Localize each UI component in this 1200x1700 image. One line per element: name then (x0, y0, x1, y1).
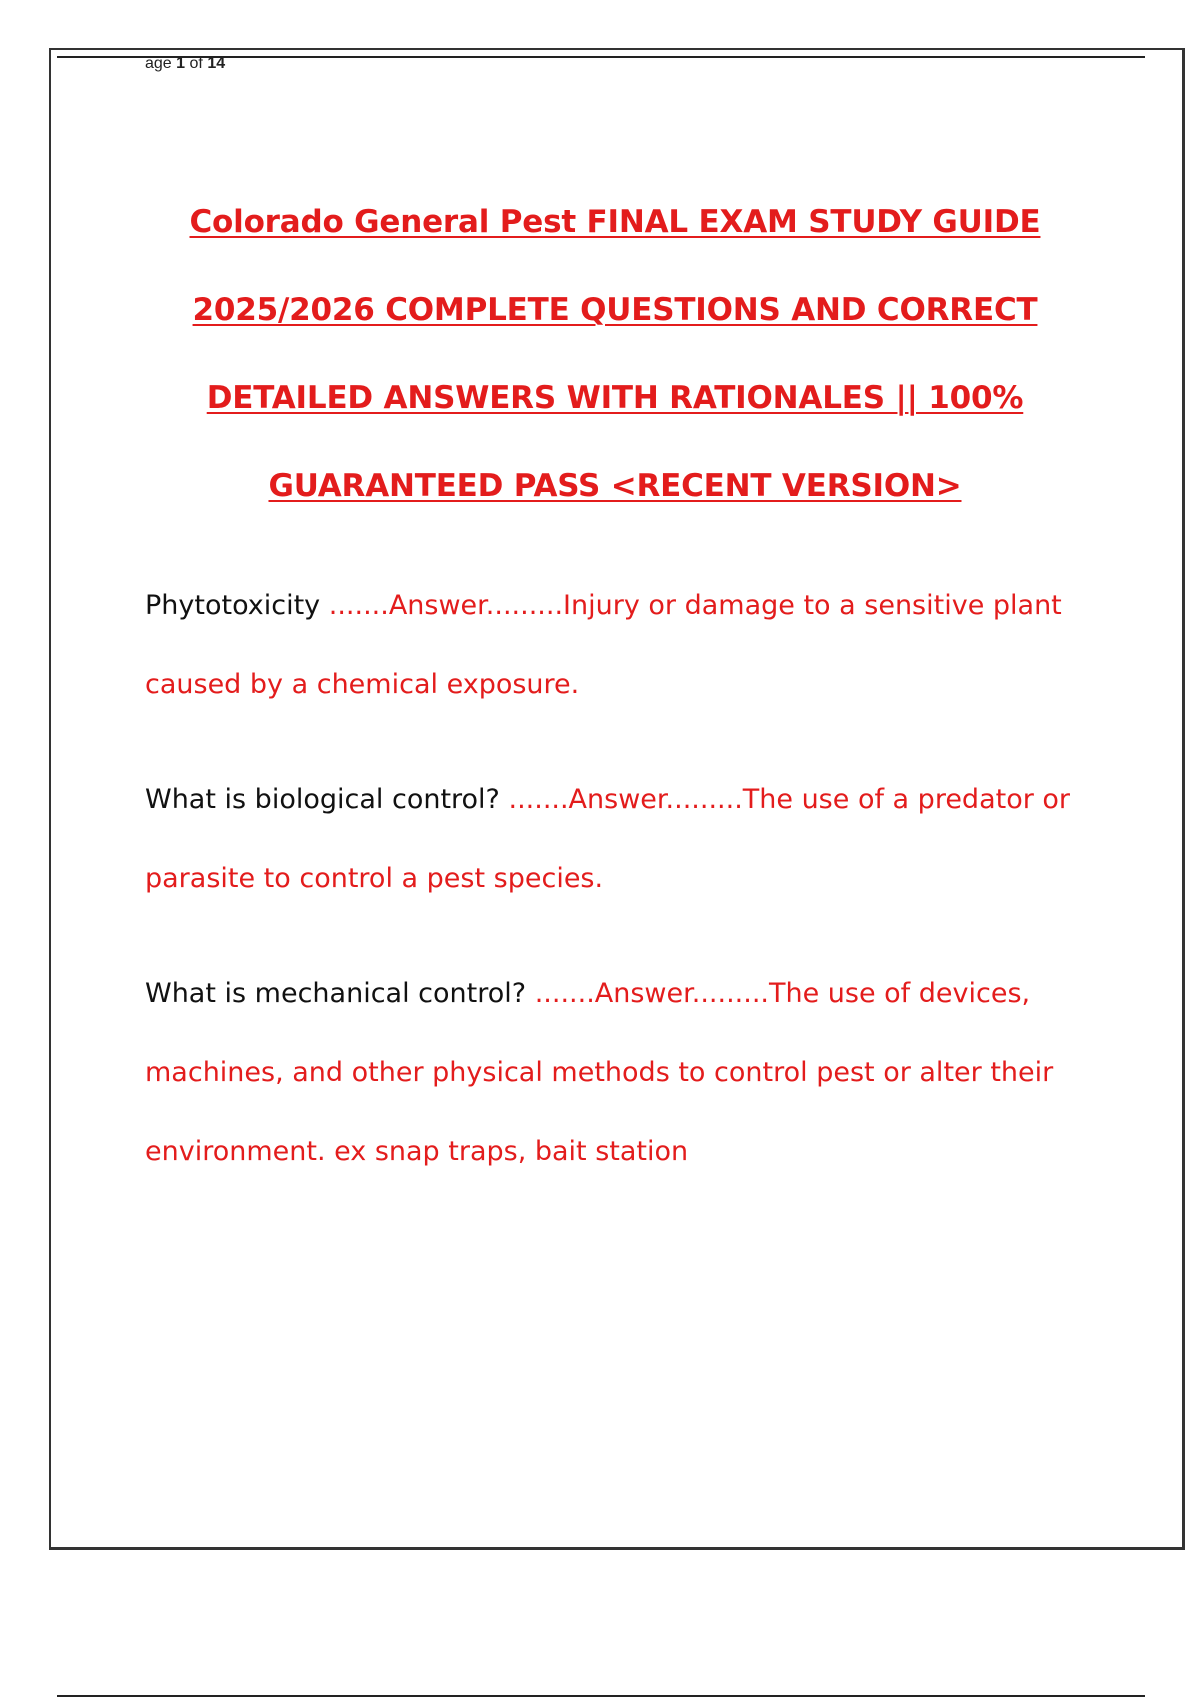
qa-question: What is mechanical control? (145, 978, 527, 1009)
footer-rule (57, 1695, 1145, 1697)
qa-answer: .......Answer.........The use of a predator or parasite to control a pest species. (145, 784, 1071, 894)
qa-list (145, 566, 1085, 1227)
qa-item (145, 760, 1085, 918)
qa-item (145, 566, 1085, 724)
page-total: 14 (207, 55, 226, 72)
qa-item (145, 954, 1085, 1191)
page-of: of (189, 55, 203, 72)
title-line: Colorado General Pest FINAL EXAM STUDY GUIDE (189, 204, 1041, 240)
qa-question: What is biological control? (145, 784, 500, 815)
qa-answer: .......Answer.........The use of devices, machines, and other physical methods to control pest or alter their environment. ex snap traps, bait station (145, 978, 1054, 1167)
page-current: 1 (176, 55, 186, 72)
document-title (150, 178, 1080, 530)
title-line: 2025/2026 COMPLETE QUESTIONS AND CORRECT (192, 292, 1038, 328)
qa-answer: .......Answer.........Injury or damage to a sensitive plant caused by a chemical exposure. (145, 590, 1062, 700)
page-indicator (145, 54, 225, 74)
title-line: DETAILED ANSWERS WITH RATIONALES || 100% (206, 380, 1024, 416)
title-line: GUARANTEED PASS <RECENT VERSION> (268, 468, 962, 504)
qa-question: Phytotoxicity (145, 590, 321, 621)
page-prefix: age (145, 55, 172, 72)
